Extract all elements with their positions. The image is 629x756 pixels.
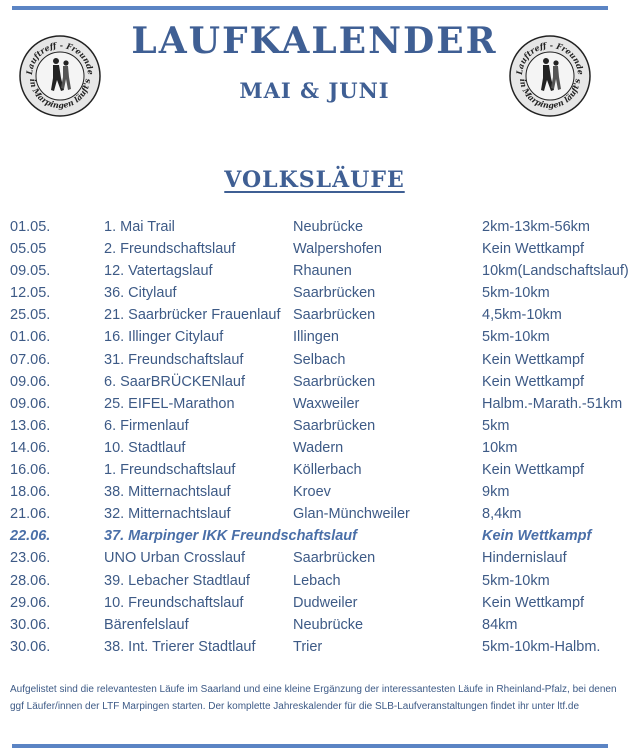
event-name: 32. Mitternachtslauf <box>104 506 231 523</box>
event-distance: 5km-10km-Halbm. <box>482 638 601 655</box>
event-name: 12. Vatertagslauf <box>104 263 213 280</box>
section-heading: VOLKSLÄUFE <box>224 167 405 193</box>
event-distance: Kein Wettkampf <box>482 351 585 368</box>
event-date: 05.05 <box>10 241 47 258</box>
event-place: Saarbrücken <box>293 285 376 302</box>
event-row <box>10 260 629 282</box>
event-row <box>10 481 622 503</box>
footnote: Aufgelistet sind die relevantesten Läufe im Saarland und eine kleine Ergänzung der interessantesten Läufe in Rheinland-Pfalz, bei denen ggf Läufer/innen der LTF Marpingen starten. Der komplette Jahreskalender für die SLB-Laufveranstaltungen findet ihr unter ltf.de <box>10 684 617 712</box>
event-row <box>10 304 622 326</box>
event-distance: 84km <box>482 616 518 633</box>
event-distance: 5km-10km <box>482 329 550 346</box>
event-row <box>10 415 622 437</box>
event-row <box>10 592 622 614</box>
event-row <box>10 636 622 658</box>
event-place: Saarbrücken <box>293 550 376 567</box>
event-place: Saarbrücken <box>293 373 376 390</box>
event-place: Walpershofen <box>293 241 382 258</box>
page-subtitle: MAI & JUNI <box>239 78 390 103</box>
event-distance: 5km-10km <box>482 285 550 302</box>
bottom-rule <box>12 744 608 748</box>
event-name: 10. Freundschaftslauf <box>104 594 244 611</box>
event-name: 1. Freundschaftslauf <box>104 462 236 479</box>
event-place: Wadern <box>293 439 344 456</box>
event-date: 30.06. <box>10 638 51 655</box>
event-row <box>10 547 622 569</box>
event-place: Glan-Münchweiler <box>293 506 410 523</box>
event-row <box>10 393 622 415</box>
top-rule <box>12 6 608 10</box>
event-distance: 10km <box>482 439 518 456</box>
event-distance: 2km-13km-56km <box>482 219 590 235</box>
event-date: 22.06. <box>10 528 51 545</box>
event-name: 6. Firmenlauf <box>104 417 189 434</box>
event-row <box>10 614 622 636</box>
logo-bottom-text: in Marpingen läuft's <box>27 78 93 111</box>
event-name: Bärenfelslauf <box>104 616 189 633</box>
event-name: 10. Stadtlauf <box>104 439 186 456</box>
event-name: 39. Lebacher Stadtlauf <box>104 572 250 589</box>
event-name: 1. Mai Trail <box>104 219 175 235</box>
event-date: 29.06. <box>10 594 51 611</box>
event-place: Illingen <box>293 329 339 346</box>
event-name: 36. Citylauf <box>104 285 177 302</box>
event-date: 21.06. <box>10 506 51 523</box>
event-date: 14.06. <box>10 439 51 456</box>
event-date: 16.06. <box>10 462 51 479</box>
event-name: UNO Urban Crosslauf <box>104 550 246 567</box>
event-date: 07.06. <box>10 351 51 368</box>
event-distance: 5km-10km <box>482 572 550 589</box>
page-title: LAUFKALENDER <box>131 20 498 62</box>
event-place: Lebach <box>293 572 341 589</box>
event-distance: Halbm.-Marath.-51km <box>482 395 623 412</box>
event-place: Neubrücke <box>293 616 364 633</box>
event-place: Köllerbach <box>293 462 362 479</box>
event-row <box>10 570 622 592</box>
event-distance: 9km <box>482 484 510 501</box>
event-place: Kroev <box>293 484 331 501</box>
event-distance: 4,5km-10km <box>482 307 562 324</box>
event-name: 38. Mitternachtslauf <box>104 484 231 501</box>
event-place: Dudweiler <box>293 594 358 611</box>
event-place: Saarbrücken <box>293 417 376 434</box>
logo-bottom-text: in Marpingen läuft's <box>517 78 583 111</box>
event-row <box>10 371 622 393</box>
event-name: 31. Freundschaftslauf <box>104 351 244 368</box>
event-place: Saarbrücken <box>293 307 376 324</box>
event-date: 09.05. <box>10 263 51 280</box>
event-distance: Kein Wettkampf <box>482 241 585 258</box>
event-date: 28.06. <box>10 572 51 589</box>
event-distance: 8,4km <box>482 506 522 523</box>
event-date: 13.06. <box>10 417 51 434</box>
event-name: 25. EIFEL-Marathon <box>104 395 235 412</box>
event-place: Selbach <box>293 351 346 368</box>
event-date: 18.06. <box>10 484 51 501</box>
event-row <box>10 216 622 238</box>
event-name: 21. Saarbrücker Frauenlauf <box>104 307 281 324</box>
logo-top-text: Lauftreff - Freunde <box>23 39 97 76</box>
event-distance: 5km <box>482 417 510 434</box>
event-place: Rhaunen <box>293 263 352 280</box>
event-name: 37. Marpinger IKK Freundschaftslauf <box>104 528 357 545</box>
event-distance: Kein Wettkampf <box>482 528 592 545</box>
event-row <box>10 459 622 481</box>
event-date: 30.06. <box>10 616 51 633</box>
event-name: 2. Freundschaftslauf <box>104 241 236 258</box>
event-distance: 10km(Landschaftslauf) <box>482 263 629 280</box>
event-name: 16. Illinger Citylauf <box>104 329 224 346</box>
event-distance: Hindernislauf <box>482 550 567 567</box>
event-date: 01.05. <box>10 219 51 235</box>
event-row <box>10 238 622 260</box>
event-distance: Kein Wettkampf <box>482 462 585 479</box>
event-date: 09.06. <box>10 373 51 390</box>
event-row <box>10 525 622 547</box>
event-row <box>10 282 622 304</box>
event-row <box>10 326 622 348</box>
event-list <box>10 216 629 658</box>
event-name: 38. Int. Trierer Stadtlauf <box>104 638 256 655</box>
event-distance: Kein Wettkampf <box>482 373 585 390</box>
event-place: Trier <box>293 638 323 655</box>
event-distance: Kein Wettkampf <box>482 594 585 611</box>
event-date: 12.05. <box>10 285 51 302</box>
event-row <box>10 437 622 459</box>
event-date: 09.06. <box>10 395 51 412</box>
event-date: 23.06. <box>10 550 51 567</box>
event-row <box>10 503 622 525</box>
event-row <box>10 349 622 371</box>
event-place: Waxweiler <box>293 395 360 412</box>
event-name: 6. SaarBRÜCKENlauf <box>104 373 246 390</box>
event-date: 01.06. <box>10 329 51 346</box>
event-place: Neubrücke <box>293 219 364 235</box>
event-date: 25.05. <box>10 307 51 324</box>
logo-top-text: Lauftreff - Freunde <box>513 39 587 76</box>
